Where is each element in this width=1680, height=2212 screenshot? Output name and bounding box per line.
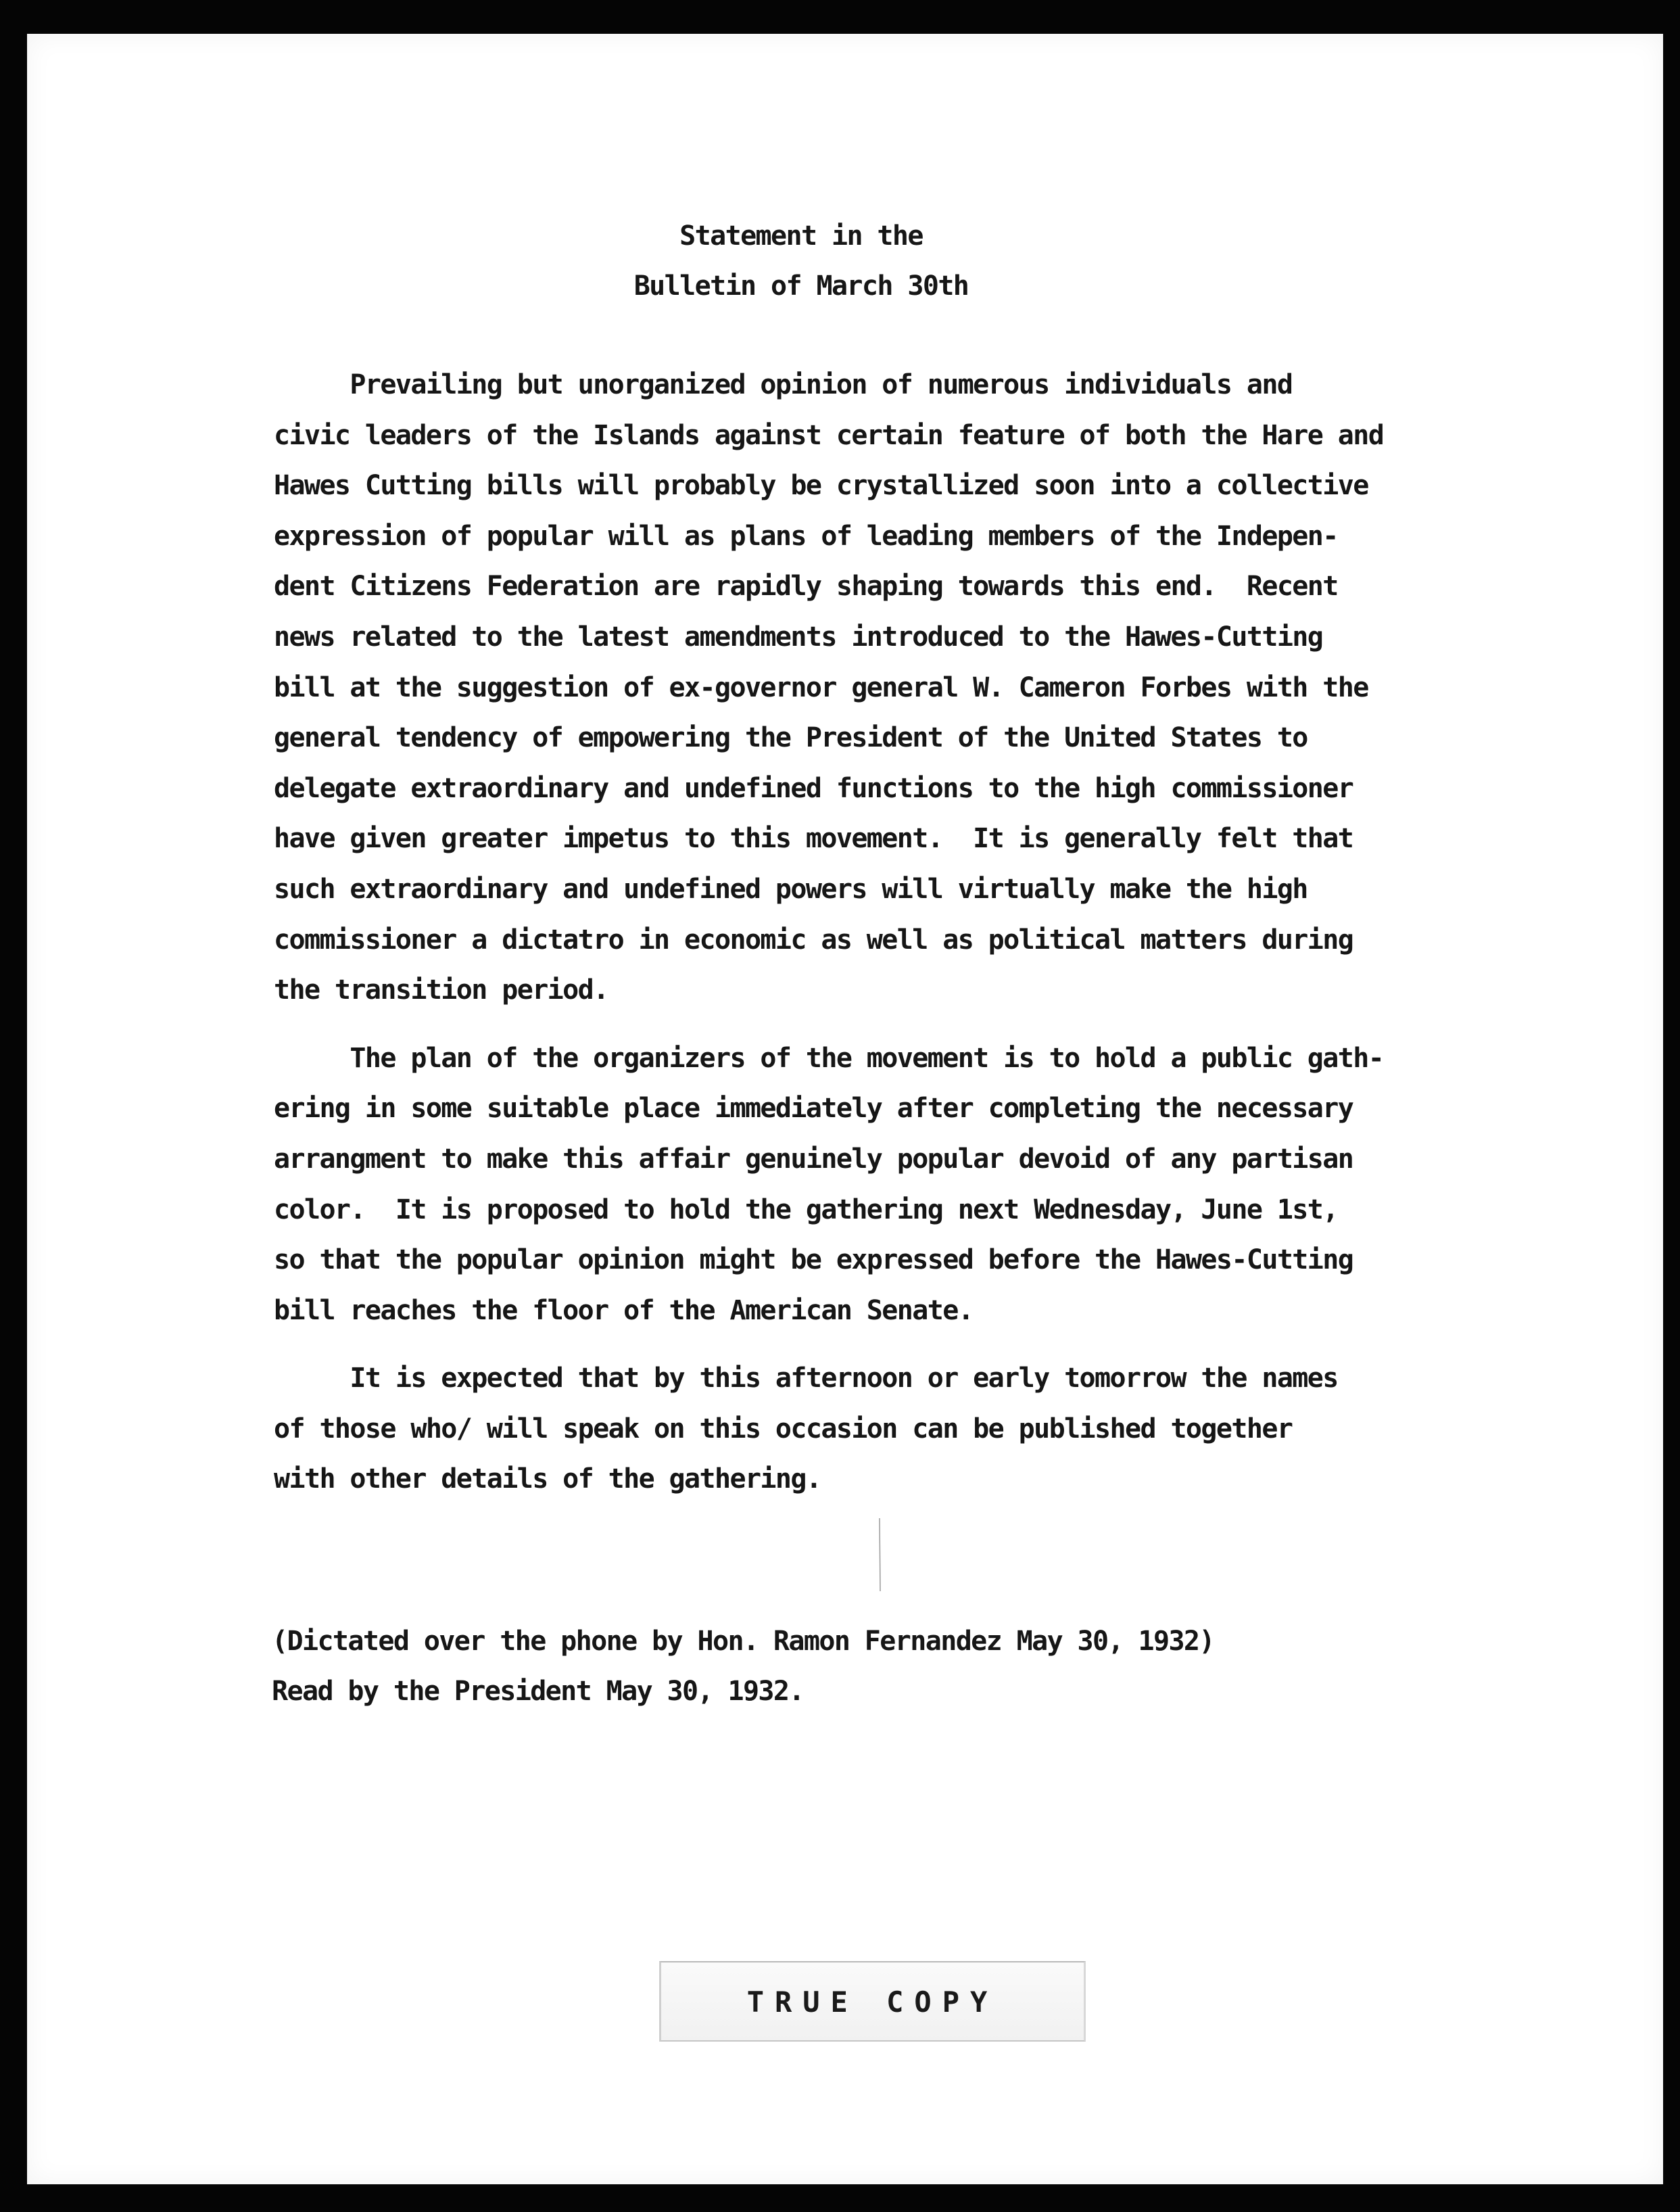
paragraph-line: dent Citizens Federation are rapidly shaping towards this end. Recent <box>274 571 1338 603</box>
paragraph-line: have given greater impetus to this movement. It is generally felt that <box>274 823 1353 855</box>
true-copy-stamp <box>659 1961 1086 2042</box>
paragraph-line: expression of popular will as plans of leading members of the Indepen- <box>274 520 1338 552</box>
paragraph-3 <box>274 1353 1612 1505</box>
paragraph-line: civic leaders of the Islands against certain feature of both the Hare and <box>274 419 1384 451</box>
paragraph-line: general tendency of empowering the President of the United States to <box>274 722 1307 754</box>
paragraph-line: the transition period. <box>274 974 608 1006</box>
paragraph-line: Hawes Cutting bills will probably be crystallized soon into a collective <box>274 470 1368 502</box>
paragraph-line: The plan of the organizers of the movement is to hold a public gath- <box>274 1042 1384 1074</box>
paragraph-line: color. It is proposed to hold the gathering next Wednesday, June 1st, <box>274 1194 1338 1225</box>
read-by-line: Read by the President May 30, 1932. <box>272 1676 804 1707</box>
paragraph-line: of those who/ will speak on this occasion can be published together <box>274 1413 1293 1444</box>
document-title <box>27 211 1663 311</box>
paragraph-line: bill at the suggestion of ex-governor general W. Cameron Forbes with the <box>274 672 1368 703</box>
dictation-line: (Dictated over the phone by Hon. Ramon Fernandez May 30, 1932) <box>272 1626 1214 1657</box>
stray-pen-mark <box>879 1518 882 1593</box>
paragraph-line: It is expected that by this afternoon or early tomorrow the names <box>274 1363 1338 1394</box>
paragraph-line: Prevailing but unorganized opinion of numerous individuals and <box>274 369 1293 400</box>
paragraph-1 <box>274 360 1612 1016</box>
dictation-note <box>272 1616 1214 1716</box>
title-line-1: Statement in the <box>679 220 923 252</box>
paragraph-line: bill reaches the floor of the American Senate. <box>274 1294 974 1326</box>
paragraph-line: arrangment to make this affair genuinely popular devoid of any partisan <box>274 1143 1353 1175</box>
paragraph-line: news related to the latest amendments introduced to the Hawes-Cutting <box>274 621 1323 653</box>
paragraph-line: commissioner a dictatro in economic as well as political matters during <box>274 924 1353 956</box>
document-page <box>27 34 1663 2184</box>
document-body <box>274 360 1612 1505</box>
paragraph-line: so that the popular opinion might be expressed before the Hawes-Cutting <box>274 1244 1353 1276</box>
paragraph-line: such extraordinary and undefined powers will virtually make the high <box>274 873 1307 905</box>
paragraph-line: with other details of the gathering. <box>274 1463 821 1495</box>
paragraph-2 <box>274 1033 1612 1336</box>
stamp-text: TRUE COPY <box>746 1985 999 2019</box>
paragraph-line: ering in some suitable place immediately after completing the necessary <box>274 1093 1353 1125</box>
paragraph-line: delegate extraordinary and undefined functions to the high commissioner <box>274 772 1353 804</box>
title-line-2: Bulletin of March 30th <box>633 270 969 302</box>
